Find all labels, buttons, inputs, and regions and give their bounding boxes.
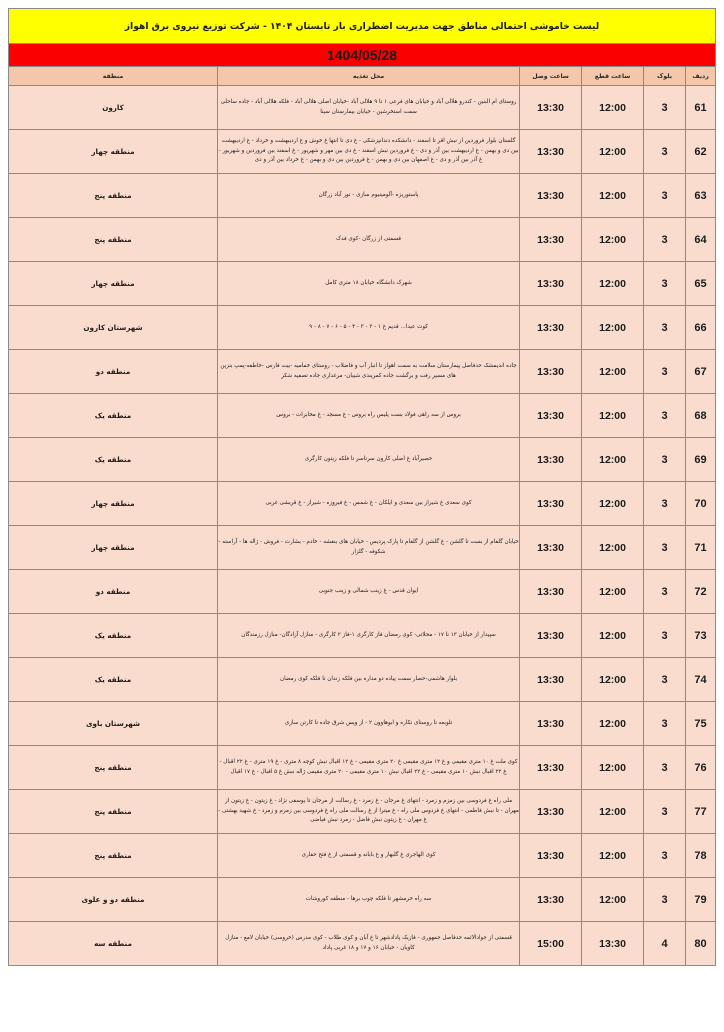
cell-on-time: 13:30 xyxy=(520,438,582,482)
table-row xyxy=(8,130,715,174)
table-row xyxy=(8,438,715,482)
cell-region: منطقه دو xyxy=(8,570,217,614)
cell-place: کوی الهاجری غ گلبهار و غ بابانه و قسمتی از غ فتح حفاری xyxy=(218,834,520,878)
cell-on-time: 13:30 xyxy=(520,526,582,570)
cell-on-time: 13:30 xyxy=(520,614,582,658)
cell-block: 3 xyxy=(644,746,686,790)
cell-off-time: 12:00 xyxy=(582,658,644,702)
cell-radif: 62 xyxy=(686,130,716,174)
cell-block: 3 xyxy=(644,878,686,922)
table-row xyxy=(8,394,715,438)
outage-schedule-table xyxy=(8,8,716,966)
cell-block: 3 xyxy=(644,438,686,482)
cell-place: قسمتی از جوادالائمه حدفاصل جمهوری - فازیک پادادشهر تا غ آبان و کوی طلاب - کوی مدرس (خروسی) خیابان لامع - منازل کاویان - خیابان ۱۶ و ۱۷ و ۱۸ غربی پاداد xyxy=(218,922,520,966)
cell-block: 3 xyxy=(644,174,686,218)
document-title: لیست خاموشی احتمالی مناطق جهت مدیریت اضطراری بار تابستان ۱۴۰۴ - شرکت توزیع نیروی برق اهواز xyxy=(8,9,715,44)
cell-region: منطقه چهار xyxy=(8,130,217,174)
cell-on-time: 13:30 xyxy=(520,482,582,526)
cell-place: بلوار هاشمی-حصار سمت پیاده دو مداره بین فلکه زندان تا فلکه کوی رمضان xyxy=(218,658,520,702)
outage-schedule-page xyxy=(0,8,724,1032)
cell-block: 3 xyxy=(644,658,686,702)
cell-region: منطقه یک xyxy=(8,658,217,702)
cell-on-time: 13:30 xyxy=(520,746,582,790)
cell-place: شهرک دانشگاه خیابان ۱۸ متری کامل xyxy=(218,262,520,306)
cell-region: منطقه پنج xyxy=(8,790,217,834)
cell-place: پاستوریزه -آلومینیوم سازی - نور آباد زرگان xyxy=(218,174,520,218)
cell-place: ملی راه غ فردوسی بین زمزم و زمرد - انتهای غ مرجان - غ زمرد - غ رسالت از مرجان تا یوسفی نژاد - غ زیتون - غ زیتون از مهران - تا نبش فاطمی - انتهای غ فردوس ملی راه - غ میترا از غ رسالت ملی راه غ فردوسی بین زمزم و زمرد - غ شهید بهشتی - غ مهران - غ زیتون نبش فاضل - زمرد نبش فیاضی xyxy=(218,790,520,834)
cell-off-time: 12:00 xyxy=(582,350,644,394)
cell-off-time: 12:00 xyxy=(582,702,644,746)
cell-region: منطقه یک xyxy=(8,614,217,658)
cell-on-time: 13:30 xyxy=(520,130,582,174)
cell-radif: 75 xyxy=(686,702,716,746)
cell-place: خیابان گلفام از بست تا گلشن - غ گلشن از گلفام تا پارک پردیس - خیابان های بنفشه - خادم - بشارت - فروش - ژاله ها - آراسته - شکوفه - گلزار xyxy=(218,526,520,570)
cell-block: 3 xyxy=(644,262,686,306)
table-row xyxy=(8,218,715,262)
cell-block: 3 xyxy=(644,482,686,526)
table-row xyxy=(8,350,715,394)
cell-on-time: 13:30 xyxy=(520,834,582,878)
cell-region: منطقه پنج xyxy=(8,218,217,262)
table-row xyxy=(8,86,715,130)
cell-place: قسمتی از زرگان -کوی فدک xyxy=(218,218,520,262)
column-header-region: منطقه xyxy=(8,67,217,86)
cell-on-time: 13:30 xyxy=(520,702,582,746)
cell-radif: 64 xyxy=(686,218,716,262)
cell-radif: 71 xyxy=(686,526,716,570)
cell-region: منطقه چهار xyxy=(8,526,217,570)
cell-region: منطقه پنج xyxy=(8,174,217,218)
cell-region: منطقه یک xyxy=(8,438,217,482)
cell-block: 3 xyxy=(644,702,686,746)
cell-radif: 79 xyxy=(686,878,716,922)
cell-radif: 61 xyxy=(686,86,716,130)
cell-block: 3 xyxy=(644,394,686,438)
cell-block: 3 xyxy=(644,86,686,130)
cell-region: منطقه پنج xyxy=(8,746,217,790)
table-row xyxy=(8,306,715,350)
cell-block: 3 xyxy=(644,306,686,350)
cell-on-time: 13:30 xyxy=(520,570,582,614)
table-row xyxy=(8,746,715,790)
cell-block: 3 xyxy=(644,790,686,834)
cell-off-time: 12:00 xyxy=(582,834,644,878)
cell-off-time: 12:00 xyxy=(582,306,644,350)
table-row xyxy=(8,482,715,526)
cell-block: 3 xyxy=(644,614,686,658)
cell-off-time: 12:00 xyxy=(582,482,644,526)
cell-block: 3 xyxy=(644,570,686,614)
cell-block: 3 xyxy=(644,834,686,878)
table-row xyxy=(8,702,715,746)
cell-block: 4 xyxy=(644,922,686,966)
table-row xyxy=(8,262,715,306)
column-header-radif: ردیف xyxy=(686,67,716,86)
title-banner-row xyxy=(8,9,715,44)
cell-region: شهرستان کارون xyxy=(8,306,217,350)
cell-off-time: 12:00 xyxy=(582,746,644,790)
cell-place: حصیرآباد غ اصلی کارون سرتاسر تا فلکه زیتون کارگری xyxy=(218,438,520,482)
cell-off-time: 13:30 xyxy=(582,922,644,966)
cell-off-time: 12:00 xyxy=(582,790,644,834)
cell-radif: 68 xyxy=(686,394,716,438)
cell-place: کوت عبدا... قدیم غ ۱ - ۲ - ۳ - ۴ - ۵ - ۶ - ۷ - ۸ - ۹ xyxy=(218,306,520,350)
cell-place: کوی سعدی غ شیراز بین سعدی و ایلکان - غ شمس - غ فیروزه - شیراز - غ قریشی غربی xyxy=(218,482,520,526)
cell-place: کوی ملت غ ۱۰ متری مقیمی و غ ۱۲ متری مقیمی غ ۲۰ متری مقیمی - غ ۱۲ اقبال نبش کوچه ۸ متری - غ ۱۹ متری - غ ۲۲ اقبال - غ ۲۲ اقبال نبش ۱۰ متری مقیمی - غ ۲۲ اقبال نبش ۱۰ متری مقیمی - ۲۰ متری مقیمی ژاله نبش غ ۵ اقبال - غ ۱۷ اقبال xyxy=(218,746,520,790)
column-header-off-time: ساعت قطع xyxy=(582,67,644,86)
date-banner-row xyxy=(8,44,715,67)
cell-on-time: 13:30 xyxy=(520,790,582,834)
column-header-on-time: ساعت وصل xyxy=(520,67,582,86)
cell-on-time: 13:30 xyxy=(520,658,582,702)
cell-on-time: 13:30 xyxy=(520,306,582,350)
cell-region: منطقه پنج xyxy=(8,834,217,878)
cell-on-time: 13:30 xyxy=(520,350,582,394)
column-header-place: محل تغذیه xyxy=(218,67,520,86)
cell-block: 3 xyxy=(644,218,686,262)
cell-on-time: 13:30 xyxy=(520,878,582,922)
cell-off-time: 12:00 xyxy=(582,130,644,174)
cell-radif: 69 xyxy=(686,438,716,482)
cell-off-time: 12:00 xyxy=(582,570,644,614)
table-row xyxy=(8,834,715,878)
cell-off-time: 12:00 xyxy=(582,86,644,130)
cell-radif: 73 xyxy=(686,614,716,658)
cell-region: شهرستان باوی xyxy=(8,702,217,746)
cell-place: روستای ام البنین - کندرو هلالی آباد و خیابان های فرعی ۱ تا ۹ هلالی آباد -خیابان اصلی هلالی آباد - فلکه هلالی آباد - جاده ساحلی سمت استخرشین - خیابان بیمارستان سینا xyxy=(218,86,520,130)
cell-radif: 63 xyxy=(686,174,716,218)
cell-on-time: 13:30 xyxy=(520,218,582,262)
cell-radif: 66 xyxy=(686,306,716,350)
cell-on-time: 15:00 xyxy=(520,922,582,966)
table-row xyxy=(8,658,715,702)
cell-region: منطقه دو xyxy=(8,350,217,394)
cell-block: 3 xyxy=(644,526,686,570)
cell-off-time: 12:00 xyxy=(582,218,644,262)
table-header-row xyxy=(8,67,715,86)
document-date: 1404/05/28 xyxy=(8,44,715,67)
cell-radif: 72 xyxy=(686,570,716,614)
cell-radif: 76 xyxy=(686,746,716,790)
cell-radif: 80 xyxy=(686,922,716,966)
cell-block: 3 xyxy=(644,350,686,394)
cell-off-time: 12:00 xyxy=(582,438,644,482)
cell-radif: 67 xyxy=(686,350,716,394)
cell-region: منطقه چهار xyxy=(8,482,217,526)
cell-on-time: 13:30 xyxy=(520,262,582,306)
cell-region: منطقه دو و علوی xyxy=(8,878,217,922)
cell-place: سپیدار از خیابان ۱۳ تا ۱۷ - محلاتی- کوی رمضان فاز کارگری ۱-فاز ۲ کارگری - منازل آزادگان- منازل رزمندگان xyxy=(218,614,520,658)
table-row xyxy=(8,878,715,922)
table-row xyxy=(8,174,715,218)
cell-region: منطقه سه xyxy=(8,922,217,966)
cell-block: 3 xyxy=(644,130,686,174)
cell-place: تلوبعه تا روستای نکاره و ابوهاوون ۲ - از ویس شرق جاده تا کارتن سازی xyxy=(218,702,520,746)
table-row xyxy=(8,790,715,834)
table-row xyxy=(8,570,715,614)
cell-place: جاده اندیمشک حدفاصل پیمارستان سلامت به سمت اهواز تا انبار آب و فاضلاب - روستای خمامیه -بیت فارس -خاطفه-پمپ بنزین های مسیر رفت و برگشت جاده کمربندی شیبان- مرغداری جاده تصفیه شکر xyxy=(218,350,520,394)
cell-off-time: 12:00 xyxy=(582,174,644,218)
cell-place: سه راه خرمشهر تا فلکه چوب برها - منطقه کوروشات xyxy=(218,878,520,922)
cell-off-time: 12:00 xyxy=(582,526,644,570)
cell-radif: 65 xyxy=(686,262,716,306)
table-row xyxy=(8,526,715,570)
cell-radif: 77 xyxy=(686,790,716,834)
cell-off-time: 12:00 xyxy=(582,262,644,306)
cell-radif: 78 xyxy=(686,834,716,878)
cell-place: گلستان بلوار فروردین از نبش اقر تا اسفند - دانشکده دندانپزشکی - غ دی تا انتها غ خوش و غ اردیبهشت و خرداد - غ اردیبهشت بین دی و بهمن - غ اردیبهشت بین آذر و دی - غ فروردین نبش اسفند - غ دی بین مهر و شهریور - غ اسفند بین فروردین و شهریور - غ آذر بین آذر و دی - غ اصفهان بین دی و بهمن - غ فروردین بین دی و بهمن - غ خرداد بین آذر و دی xyxy=(218,130,520,174)
cell-place: ایوان قدس - غ زینب شمالی و زینب جنوبی xyxy=(218,570,520,614)
cell-off-time: 12:00 xyxy=(582,614,644,658)
cell-on-time: 13:30 xyxy=(520,394,582,438)
cell-radif: 70 xyxy=(686,482,716,526)
column-header-block: بلوک xyxy=(644,67,686,86)
cell-off-time: 12:00 xyxy=(582,878,644,922)
cell-region: کارون xyxy=(8,86,217,130)
cell-radif: 74 xyxy=(686,658,716,702)
cell-region: منطقه یک xyxy=(8,394,217,438)
cell-on-time: 13:30 xyxy=(520,174,582,218)
cell-region: منطقه چهار xyxy=(8,262,217,306)
cell-off-time: 12:00 xyxy=(582,394,644,438)
cell-place: بروس از سه راهی فولاد بست پلیس راه بروس - غ مسجد - غ مخابرات - بروس xyxy=(218,394,520,438)
cell-on-time: 13:30 xyxy=(520,86,582,130)
table-row xyxy=(8,922,715,966)
table-row xyxy=(8,614,715,658)
